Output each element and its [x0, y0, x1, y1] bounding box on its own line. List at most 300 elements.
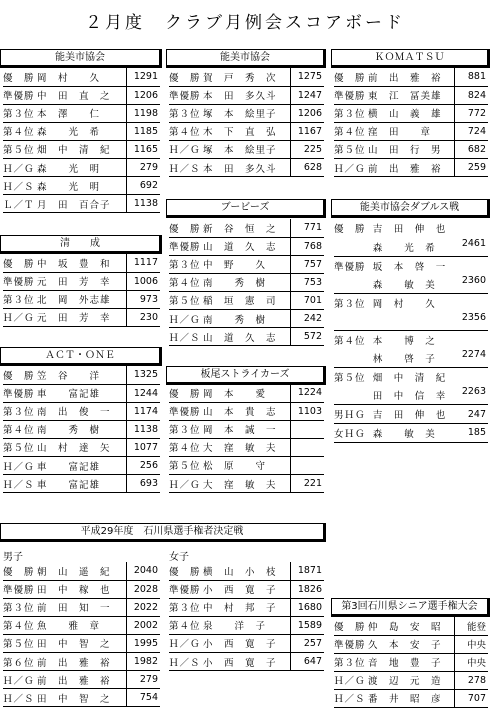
player-name: 山 村 達 矢 [37, 438, 126, 456]
rank-label: Ｈ／Ｇ [3, 158, 37, 176]
score-value [460, 293, 488, 312]
player-name: 岡 村 久 [37, 68, 126, 86]
player-name: 車 富記雄 [37, 475, 126, 493]
rank-label: 第３位 [169, 598, 203, 616]
table-row [169, 598, 324, 616]
rank-label: 準優勝 [169, 402, 203, 420]
score-value: 247 [460, 405, 488, 424]
rank-label: 第４位 [169, 122, 203, 140]
player-name: 南 秀 樹 [37, 420, 126, 438]
rank-label: 第５位 [169, 456, 203, 474]
itao-table [169, 384, 324, 493]
score-value: 753 [290, 273, 324, 291]
player-name: 田 中 稼 也 [37, 580, 126, 598]
table-row [3, 652, 160, 670]
player-name: 朝 山 遥 紀 [37, 562, 126, 580]
table-row [169, 652, 324, 670]
rank-label: 第３位 [334, 104, 368, 122]
table-row [169, 158, 324, 176]
score-value: 中央 [454, 635, 488, 653]
rank-label: 女ＨＧ [334, 424, 373, 443]
player-name: 渡 辺 元 造 [368, 671, 454, 689]
table-row [334, 256, 488, 275]
noumi1-header: 能美市協会 [0, 49, 162, 68]
rank-label: Ｈ／Ｓ [3, 177, 37, 195]
table-row [169, 456, 324, 474]
rank-label [334, 312, 373, 331]
score-value: 242 [290, 309, 324, 327]
table-row [169, 328, 324, 346]
boobies-header: ブービーズ [166, 199, 326, 218]
player-name: 田 中 信 幸 [373, 386, 461, 405]
score-value: 1325 [126, 366, 160, 384]
rank-label: 優 勝 [3, 562, 37, 580]
rank-label: 第４位 [334, 122, 368, 140]
table-row [169, 237, 324, 255]
rank-label: 第４位 [3, 122, 37, 140]
rank-label: Ｈ／Ｓ [3, 475, 37, 493]
player-name: 森 光 希 [37, 122, 126, 140]
player-name: 中 村 邦 子 [203, 598, 290, 616]
score-value: 279 [126, 671, 160, 689]
score-value: 881 [454, 68, 488, 86]
rank-label: 第４位 [169, 616, 203, 634]
player-name: 松 原 守 [203, 456, 290, 474]
table-row [334, 293, 488, 312]
table-row [334, 140, 488, 158]
rank-label: Ｈ／Ｓ [169, 652, 203, 670]
table-row [169, 384, 324, 402]
rank-label: Ｈ／Ｇ [3, 671, 37, 689]
komatsu-table [334, 68, 488, 177]
rank-label: Ｈ／Ｇ [3, 456, 37, 474]
score-value: 2022 [126, 598, 160, 616]
player-name: 車 富記雄 [37, 456, 126, 474]
player-name: 大 窪 敏 夫 [203, 438, 290, 456]
table-row [334, 405, 488, 424]
rank-label: 第３位 [3, 598, 37, 616]
player-name: 森 敏 美 [373, 424, 461, 443]
score-value: 772 [454, 104, 488, 122]
pref-women-table [169, 562, 324, 671]
table-row [3, 580, 160, 598]
score-value [460, 256, 488, 275]
score-value: 2461 [460, 238, 488, 257]
score-value: 647 [290, 652, 324, 670]
score-value: 628 [290, 158, 324, 176]
rank-label: Ｈ／Ｇ [169, 309, 203, 327]
rank-label [334, 386, 373, 405]
player-name: 南 秀 樹 [203, 273, 290, 291]
rank-label: 第５位 [3, 634, 37, 652]
player-name: 笠 谷 洋 [37, 366, 126, 384]
table-row [3, 689, 160, 707]
player-name: 山 本 貴 志 [203, 402, 290, 420]
score-value: 757 [290, 255, 324, 273]
score-value: 2356 [460, 312, 488, 331]
player-name: 山 田 行 男 [368, 140, 454, 158]
score-value: 1117 [126, 254, 160, 272]
player-name [373, 312, 461, 331]
score-value: 279 [126, 158, 160, 176]
player-name: 前 出 雅 裕 [368, 158, 454, 176]
score-value: 1198 [126, 104, 160, 122]
senior-header: 第3回石川県シニア選手権大会 [331, 598, 490, 617]
rank-label: 準優勝 [169, 86, 203, 104]
table-row [334, 671, 488, 689]
player-name: 坂 本 啓 一 [372, 261, 447, 273]
table-row [3, 195, 160, 213]
player-name: 中 野 久 [203, 255, 290, 273]
player-name: 森 光 明 [37, 158, 126, 176]
table-row [334, 158, 488, 176]
table-row [334, 349, 488, 368]
table-row [334, 86, 488, 104]
pref-header: 平成29年度 石川県選手権者決定戦 [0, 523, 326, 542]
score-value: 2028 [126, 580, 160, 598]
table-row [169, 420, 324, 438]
score-value: 1138 [126, 195, 160, 213]
player-name: 大 窪 敏 夫 [203, 474, 290, 492]
table-row [3, 158, 160, 176]
table-row [3, 671, 160, 689]
player-name: 月 田 百合子 [37, 195, 126, 213]
score-value: 1185 [126, 122, 160, 140]
score-value: 2274 [460, 349, 488, 368]
rank-label: Ｈ／Ｇ [334, 158, 368, 176]
table-row [334, 312, 488, 331]
player-name: 畑 中 清 紀 [372, 373, 447, 385]
rank-label: 準優勝 [3, 272, 37, 290]
table-row [3, 86, 160, 104]
player-name: 魚 雅 章 [37, 616, 126, 634]
table-row [169, 438, 324, 456]
rank-label: 準優勝 [3, 384, 37, 402]
table-row [334, 635, 488, 653]
table-row [169, 634, 324, 652]
player-name: 塚 本 絵里子 [203, 104, 290, 122]
table-row [169, 309, 324, 327]
noumi2-header: 能美市協会 [166, 49, 326, 68]
player-name: 田 中 智 之 [37, 689, 126, 707]
table-row [3, 177, 160, 195]
player-name: 中 田 直 之 [37, 86, 126, 104]
table-row [334, 424, 488, 443]
table-row [334, 617, 488, 635]
table-row [334, 689, 488, 707]
score-value: 1244 [126, 384, 160, 402]
score-value: 257 [290, 634, 324, 652]
score-value [460, 219, 488, 238]
rank-label: 第３位 [3, 104, 37, 122]
score-value: 中央 [454, 653, 488, 671]
player-name: 前 出 雅 裕 [37, 652, 126, 670]
score-value: 225 [290, 140, 324, 158]
score-value: 693 [126, 475, 160, 493]
men-label: 男子 [3, 552, 23, 563]
table-row [3, 68, 160, 86]
table-row [334, 122, 488, 140]
score-value: 1826 [290, 580, 324, 598]
senior-table [334, 617, 488, 708]
table-row [3, 598, 160, 616]
table-row [169, 580, 324, 598]
score-value [290, 456, 324, 474]
rank-label: 準優勝 [3, 580, 37, 598]
rank-label: 準優勝 [169, 237, 203, 255]
table-row [169, 86, 324, 104]
rank-label: Ｈ／Ｓ [169, 328, 203, 346]
player-name: 森 光 明 [37, 177, 126, 195]
table-row [3, 420, 160, 438]
rank-label: 第３位 [334, 298, 366, 310]
table-row [334, 386, 488, 405]
rank-label: 優 勝 [169, 68, 203, 86]
rank-label: 第３位 [3, 290, 37, 308]
rank-label: 優 勝 [169, 562, 203, 580]
player-name: 泉 洋 子 [203, 616, 290, 634]
rank-label [334, 275, 373, 294]
rank-label: 優 勝 [3, 254, 37, 272]
player-name: 本 田 多久斗 [203, 158, 290, 176]
rank-label: 第３位 [169, 104, 203, 122]
score-value: 754 [126, 689, 160, 707]
pref-men-table [3, 562, 160, 707]
table-row [334, 368, 488, 387]
score-value: 1291 [126, 68, 160, 86]
table-row [3, 562, 160, 580]
noumi1-table [3, 68, 160, 213]
player-name: 新 谷 恒 之 [203, 219, 290, 237]
noumi2-table [169, 68, 324, 177]
player-name: 番 井 昭 彦 [368, 689, 454, 707]
rank-label: 第５位 [3, 438, 37, 456]
rank-label: 優 勝 [334, 617, 368, 635]
table-row [169, 68, 324, 86]
table-row [169, 140, 324, 158]
komatsu-header: ＫＯＭＡＴＳＵ [331, 49, 490, 68]
rank-label: 優 勝 [334, 68, 368, 86]
player-name: 窪 田 章 [368, 122, 454, 140]
table-row [169, 104, 324, 122]
table-row [3, 475, 160, 493]
rank-label: 準優勝 [334, 86, 368, 104]
score-value [460, 331, 488, 350]
player-name: 吉 田 伸 也 [373, 405, 461, 424]
rank-label: 優 勝 [334, 224, 366, 236]
player-name: 前 出 雅 裕 [37, 671, 126, 689]
table-row [3, 402, 160, 420]
player-name: 山 道 久 志 [203, 328, 290, 346]
score-value: 701 [290, 291, 324, 309]
score-value: 259 [454, 158, 488, 176]
rank-label: 優 勝 [3, 68, 37, 86]
table-row [169, 562, 324, 580]
rank-label: 優 勝 [169, 384, 203, 402]
rank-label: 準優勝 [169, 580, 203, 598]
player-name: 音 地 豊 子 [368, 653, 454, 671]
score-value: 2040 [126, 562, 160, 580]
score-value: 2360 [460, 275, 488, 294]
table-row [334, 104, 488, 122]
score-value: 724 [454, 122, 488, 140]
table-row [334, 219, 488, 238]
rank-label: Ｈ／Ｇ [169, 634, 203, 652]
rank-label: 準優勝 [334, 261, 366, 273]
actone-table [3, 366, 160, 493]
score-value: 1206 [126, 86, 160, 104]
seisei-header: 清 成 [0, 235, 162, 254]
score-value: 1275 [290, 68, 324, 86]
rank-label: Ｈ／Ｇ [3, 308, 37, 326]
table-row [169, 474, 324, 492]
player-name: 岡 本 愛 [203, 384, 290, 402]
rank-label: 第４位 [334, 336, 366, 348]
rank-label: 優 勝 [3, 366, 37, 384]
score-value: 1165 [126, 140, 160, 158]
table-row [3, 122, 160, 140]
score-value: 1589 [290, 616, 324, 634]
score-value: 1680 [290, 598, 324, 616]
score-value [290, 438, 324, 456]
rank-label: 準優勝 [3, 86, 37, 104]
player-name: 前 田 知 一 [37, 598, 126, 616]
rank-label: 優 勝 [169, 219, 203, 237]
rank-label: Ｌ／Ｔ [3, 195, 37, 213]
rank-label: 第５位 [169, 291, 203, 309]
table-row [169, 255, 324, 273]
score-value: 768 [290, 237, 324, 255]
seisei-table [3, 254, 160, 327]
table-row [334, 275, 488, 294]
player-name: 賀 戸 秀 次 [203, 68, 290, 86]
table-row [3, 634, 160, 652]
rank-label: 第５位 [334, 373, 366, 385]
score-value: 1247 [290, 86, 324, 104]
score-value: 2263 [460, 386, 488, 405]
table-row [169, 273, 324, 291]
score-value: 1982 [126, 652, 160, 670]
score-value: 707 [454, 689, 488, 707]
table-row [3, 140, 160, 158]
score-value: 221 [290, 474, 324, 492]
player-name: 横 山 義 雄 [368, 104, 454, 122]
score-value: 1174 [126, 402, 160, 420]
player-name: 小 西 寛 子 [203, 580, 290, 598]
rank-label: Ｈ／Ｇ [169, 474, 203, 492]
rank-label: 第３位 [3, 402, 37, 420]
rank-label [334, 349, 373, 368]
itao-header: 板尾ストライカーズ [166, 366, 326, 385]
boobies-table [169, 219, 324, 346]
score-value: 256 [126, 456, 160, 474]
rank-label: 第３位 [169, 255, 203, 273]
player-name: 車 富記雄 [37, 384, 126, 402]
score-value: 1138 [126, 420, 160, 438]
score-value: 572 [290, 328, 324, 346]
score-value: 824 [454, 86, 488, 104]
rank-label: 第３位 [334, 653, 368, 671]
score-value: 973 [126, 290, 160, 308]
player-name: 山 道 久 志 [203, 237, 290, 255]
page-title: ２月度 クラブ月例会スコアボード [85, 13, 405, 33]
table-row [3, 456, 160, 474]
player-name: 小 西 寛 子 [203, 652, 290, 670]
player-name: 岡 村 久 [372, 298, 436, 310]
rank-label: Ｈ／Ｓ [3, 689, 37, 707]
rank-label: 第４位 [3, 420, 37, 438]
rank-label: 第４位 [169, 273, 203, 291]
actone-header: ＡＣＴ・ＯＮＥ [0, 347, 162, 366]
score-value: 1871 [290, 562, 324, 580]
table-row [169, 616, 324, 634]
score-value: 278 [454, 671, 488, 689]
score-value: 1995 [126, 634, 160, 652]
player-name: 本 田 多久斗 [203, 86, 290, 104]
player-name: 岡 本 誠 一 [203, 420, 290, 438]
table-row [334, 68, 488, 86]
rank-label: 第６位 [3, 652, 37, 670]
rank-label: 第４位 [3, 616, 37, 634]
player-name: 仲 島 安 昭 [368, 617, 454, 635]
table-row [169, 122, 324, 140]
score-value: 771 [290, 219, 324, 237]
score-value: 185 [460, 424, 488, 443]
table-row [3, 254, 160, 272]
player-name: 林 啓 子 [373, 349, 461, 368]
player-name: 中 坂 豊 和 [37, 254, 126, 272]
player-name: 畑 中 清 紀 [37, 140, 126, 158]
table-row [169, 219, 324, 237]
rank-label: 第５位 [334, 140, 368, 158]
rank-label: Ｈ／Ｇ [334, 671, 368, 689]
player-name: 本 澤 仁 [37, 104, 126, 122]
player-name: 南 秀 樹 [203, 309, 290, 327]
table-row [3, 438, 160, 456]
table-row [3, 366, 160, 384]
table-row [3, 308, 160, 326]
player-name: 塚 本 絵里子 [203, 140, 290, 158]
table-row [3, 384, 160, 402]
rank-label: 男ＨＧ [334, 405, 373, 424]
table-row [3, 272, 160, 290]
rank-label: 第５位 [3, 140, 37, 158]
score-value: 692 [126, 177, 160, 195]
rank-label: 準優勝 [334, 635, 368, 653]
score-value: 1006 [126, 272, 160, 290]
table-row [3, 616, 160, 634]
rank-label: Ｈ／Ｓ [169, 158, 203, 176]
score-value: 1224 [290, 384, 324, 402]
score-value: 1206 [290, 104, 324, 122]
rank-label: Ｈ／Ｇ [169, 140, 203, 158]
player-name: 元 田 芳 幸 [37, 308, 126, 326]
table-row [3, 290, 160, 308]
player-name: 稲 垣 憲 司 [203, 291, 290, 309]
player-name: 北 岡 外志雄 [37, 290, 126, 308]
player-name: 本 博 之 [372, 336, 436, 348]
player-name: 木 下 直 弘 [203, 122, 290, 140]
score-value: 能登 [454, 617, 488, 635]
doubles-header: 能美市協会ダブルス戦 [331, 199, 490, 218]
women-label: 女子 [169, 552, 189, 563]
player-name: 横 山 小 枝 [203, 562, 290, 580]
player-name: 田 中 智 之 [37, 634, 126, 652]
rank-label: 第４位 [169, 438, 203, 456]
table-row [169, 402, 324, 420]
table-row [3, 104, 160, 122]
score-value: 2002 [126, 616, 160, 634]
